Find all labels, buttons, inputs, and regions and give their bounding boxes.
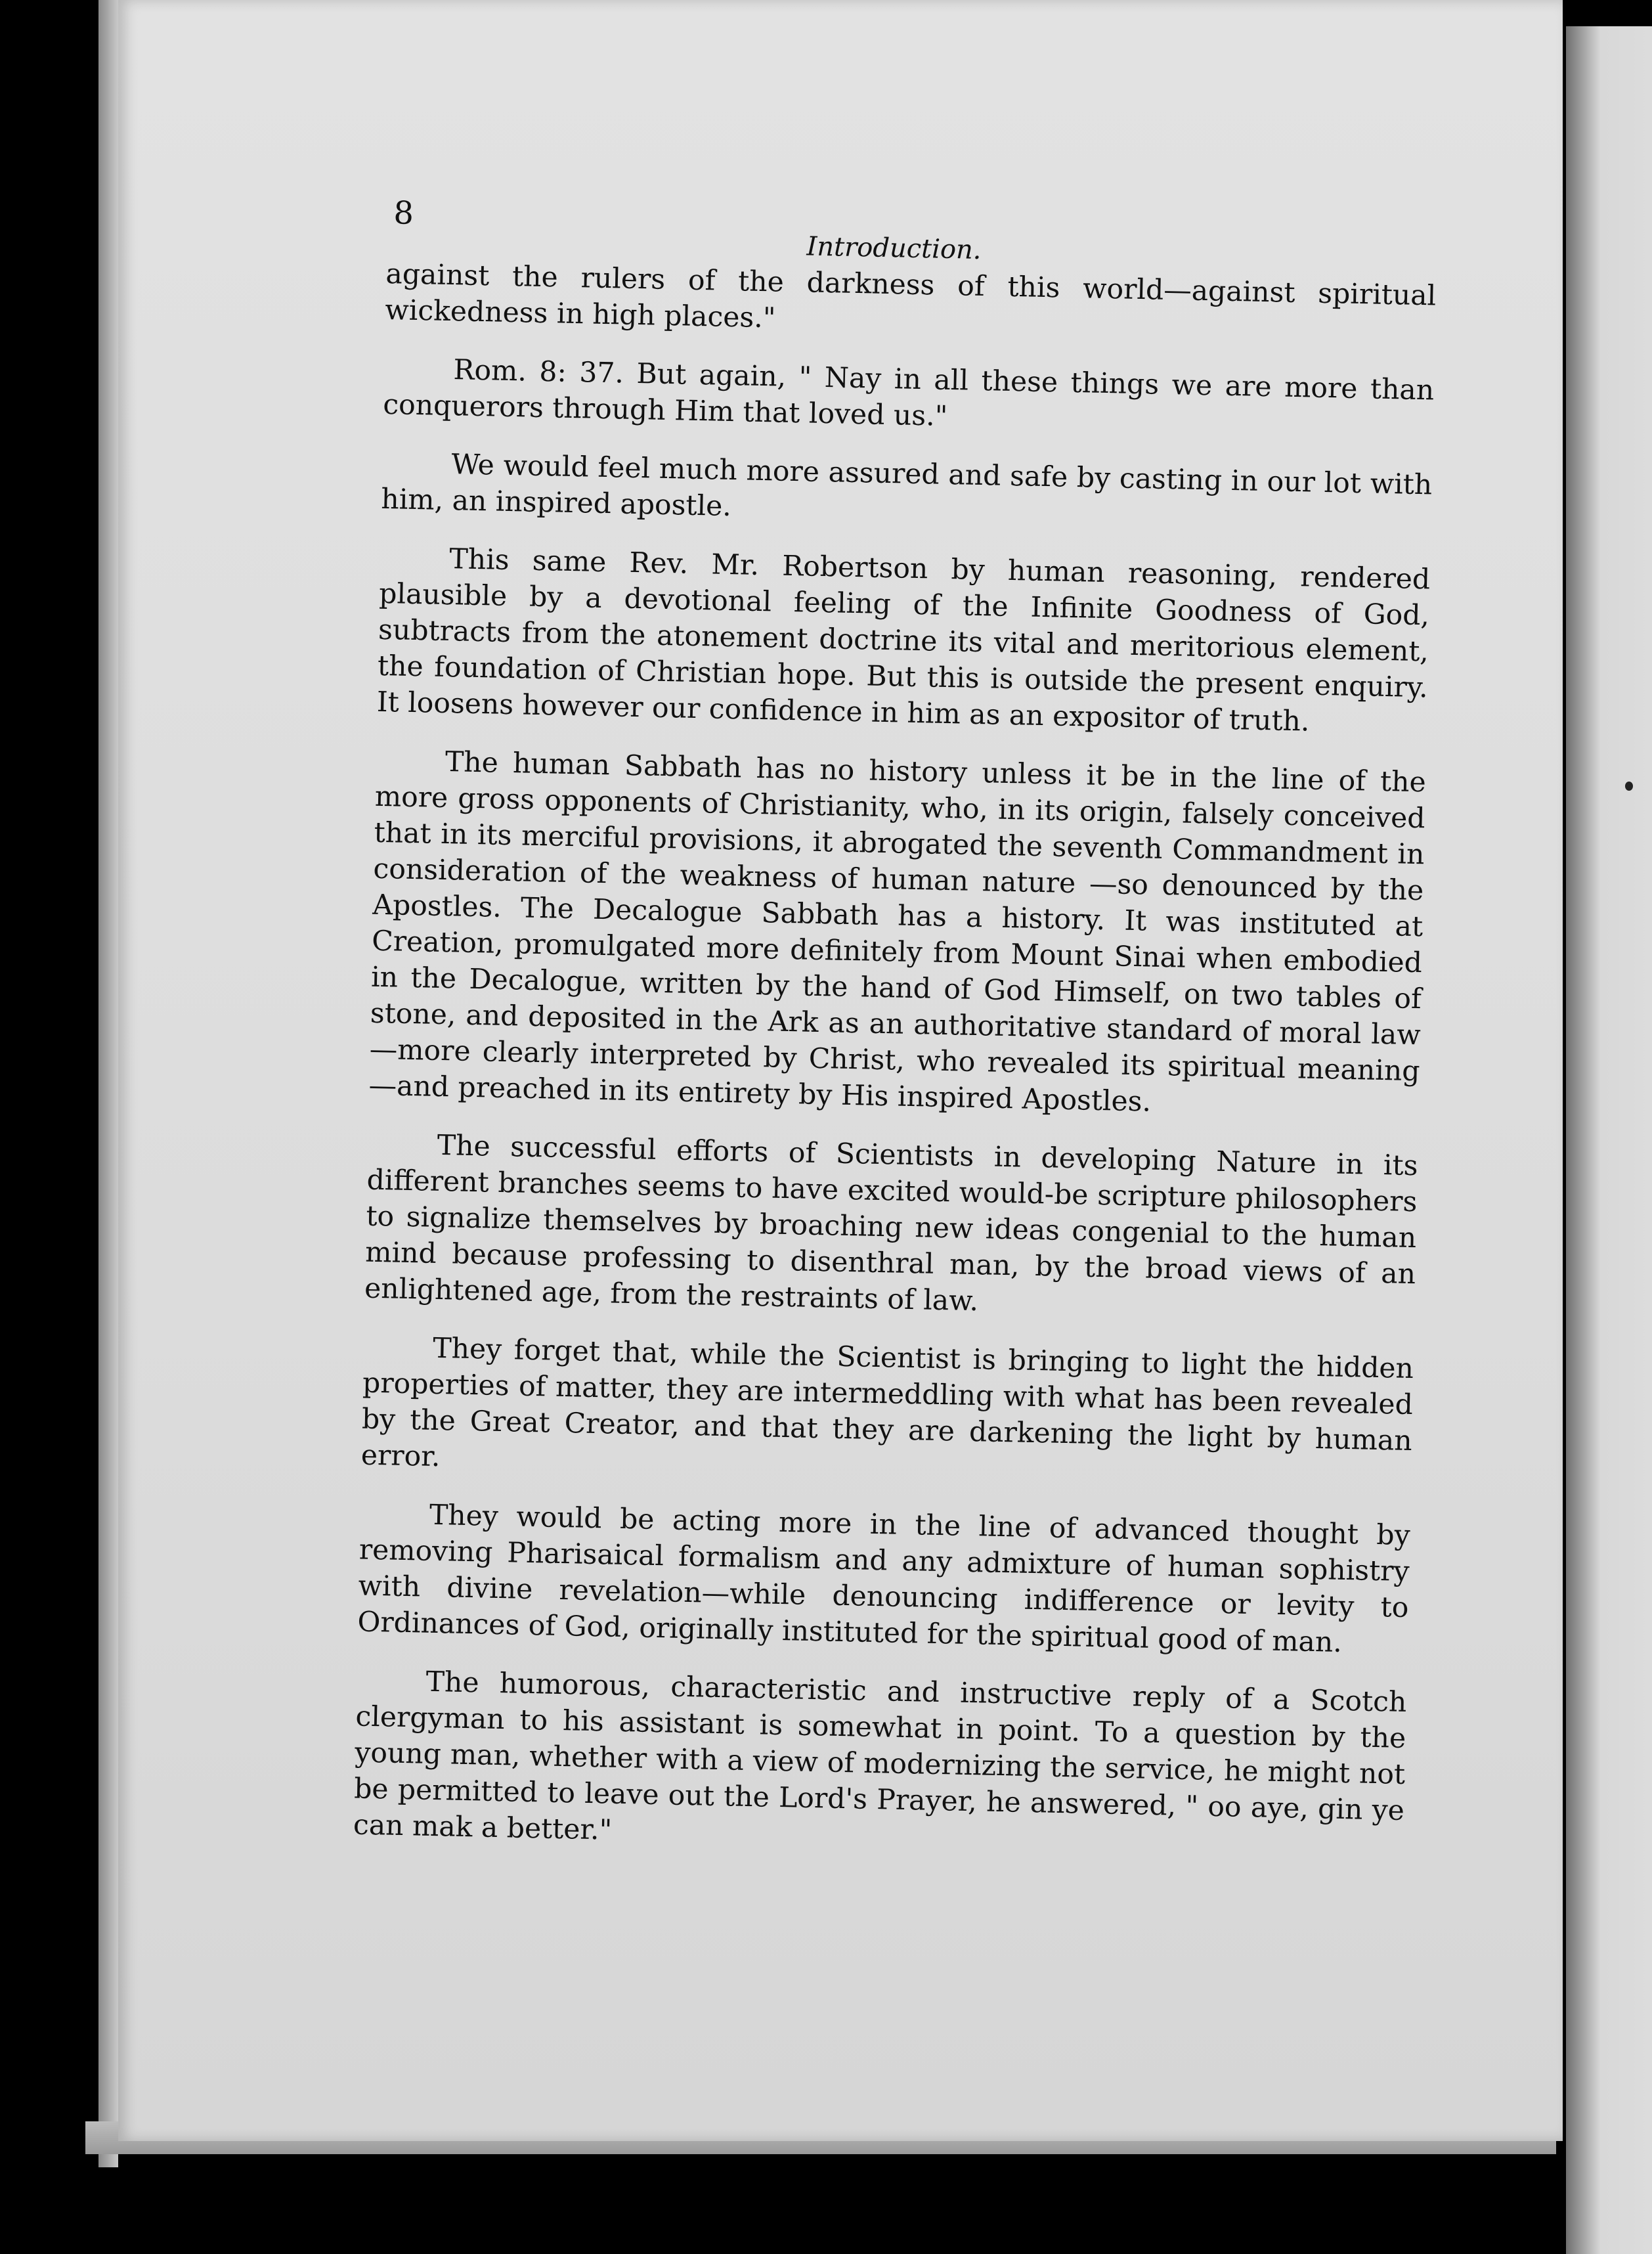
paragraph-scotch-clergyman: The humorous, characteristic and instructive reply of a Scotch clergyman to his assistant is somewhat in point. To a question by the young man, whether with a view of modernizing the service, he might not be permitted to leave out the Lord's Prayer, he answered, " oo aye, gin ye can mak a better.": [353, 1666, 1407, 1847]
paragraph-sabbath-history: The human Sabbath has no history unless it be in the line of the more gross opponents of Christianity, who, in its origin, falsely conceived that in its merciful provisions, it abrogated the seventh Commandment in consideration of the weakness of human nature —so denounced by the Apostles. The Decalogue Sabbath has a history. It was instituted at Creation, promulgated more definitely from Mount Sinai when embodied in the Decalogue, written by the hand of God Himself, on two tables of stone, and deposited in the Ark as an authoritative standard of moral law—more clearly interpreted by Christ, who revealed its spiritual meaning—and preached in its entirety by His inspired Apostles.: [368, 746, 1427, 1118]
page-left-edge: [98, 0, 118, 2167]
page-number: 8: [393, 194, 414, 232]
page-header: Introduction.: [806, 231, 982, 265]
paragraph-they-forget: They forget that, while the Scientist is bringing to light the hidden properties of matter, they are intermeddling with what has been revealed by the Great Creator, and that they are darkening the light by human error.: [360, 1332, 1414, 1474]
scan-speck: [1625, 782, 1633, 791]
page-content: [353, 194, 1438, 1888]
paragraph-romans-quote: Rom. 8: 37. But again, " Nay in all these things we are more than conquerors through Him that loved us.": [382, 354, 1435, 433]
paragraph-apostle: We would feel much more assured and safe by casting in our lot with him, an inspired apostle.: [380, 449, 1433, 523]
paragraph-robertson: This same Rev. Mr. Robertson by human reasoning, rendered plausible by a devotional feeling of the Infinite Goodness of God, subtracts from the atonement doctrine its vital and meritorious element, the foundation of Christian hope. But this is outside the present enquiry. It loosens however our confidence in him as an expositor of truth.: [376, 543, 1431, 738]
paragraph-scientists: The successful efforts of Scientists in developing Nature in its different branches seems to have excited would-be scripture philosophers to signalize themselves by broaching new ideas congenial to the human mind because professing to disenthral man, by the broad views of an enlightened age, from the restraints of law.: [364, 1129, 1418, 1318]
paragraph-continued: against the rulers of the darkness of this world—against spiritual wickedness in high places.": [384, 257, 1437, 335]
facing-page-edge: [1566, 26, 1652, 2254]
paragraph-advanced-thought: They would be acting more in the line of advanced thought by removing Pharisaical formalism and any admixture of human sophistry with divine revelation—while denouncing indifference or levity to Ordinances of God, originally instituted for the spiritual good of man.: [357, 1499, 1411, 1659]
